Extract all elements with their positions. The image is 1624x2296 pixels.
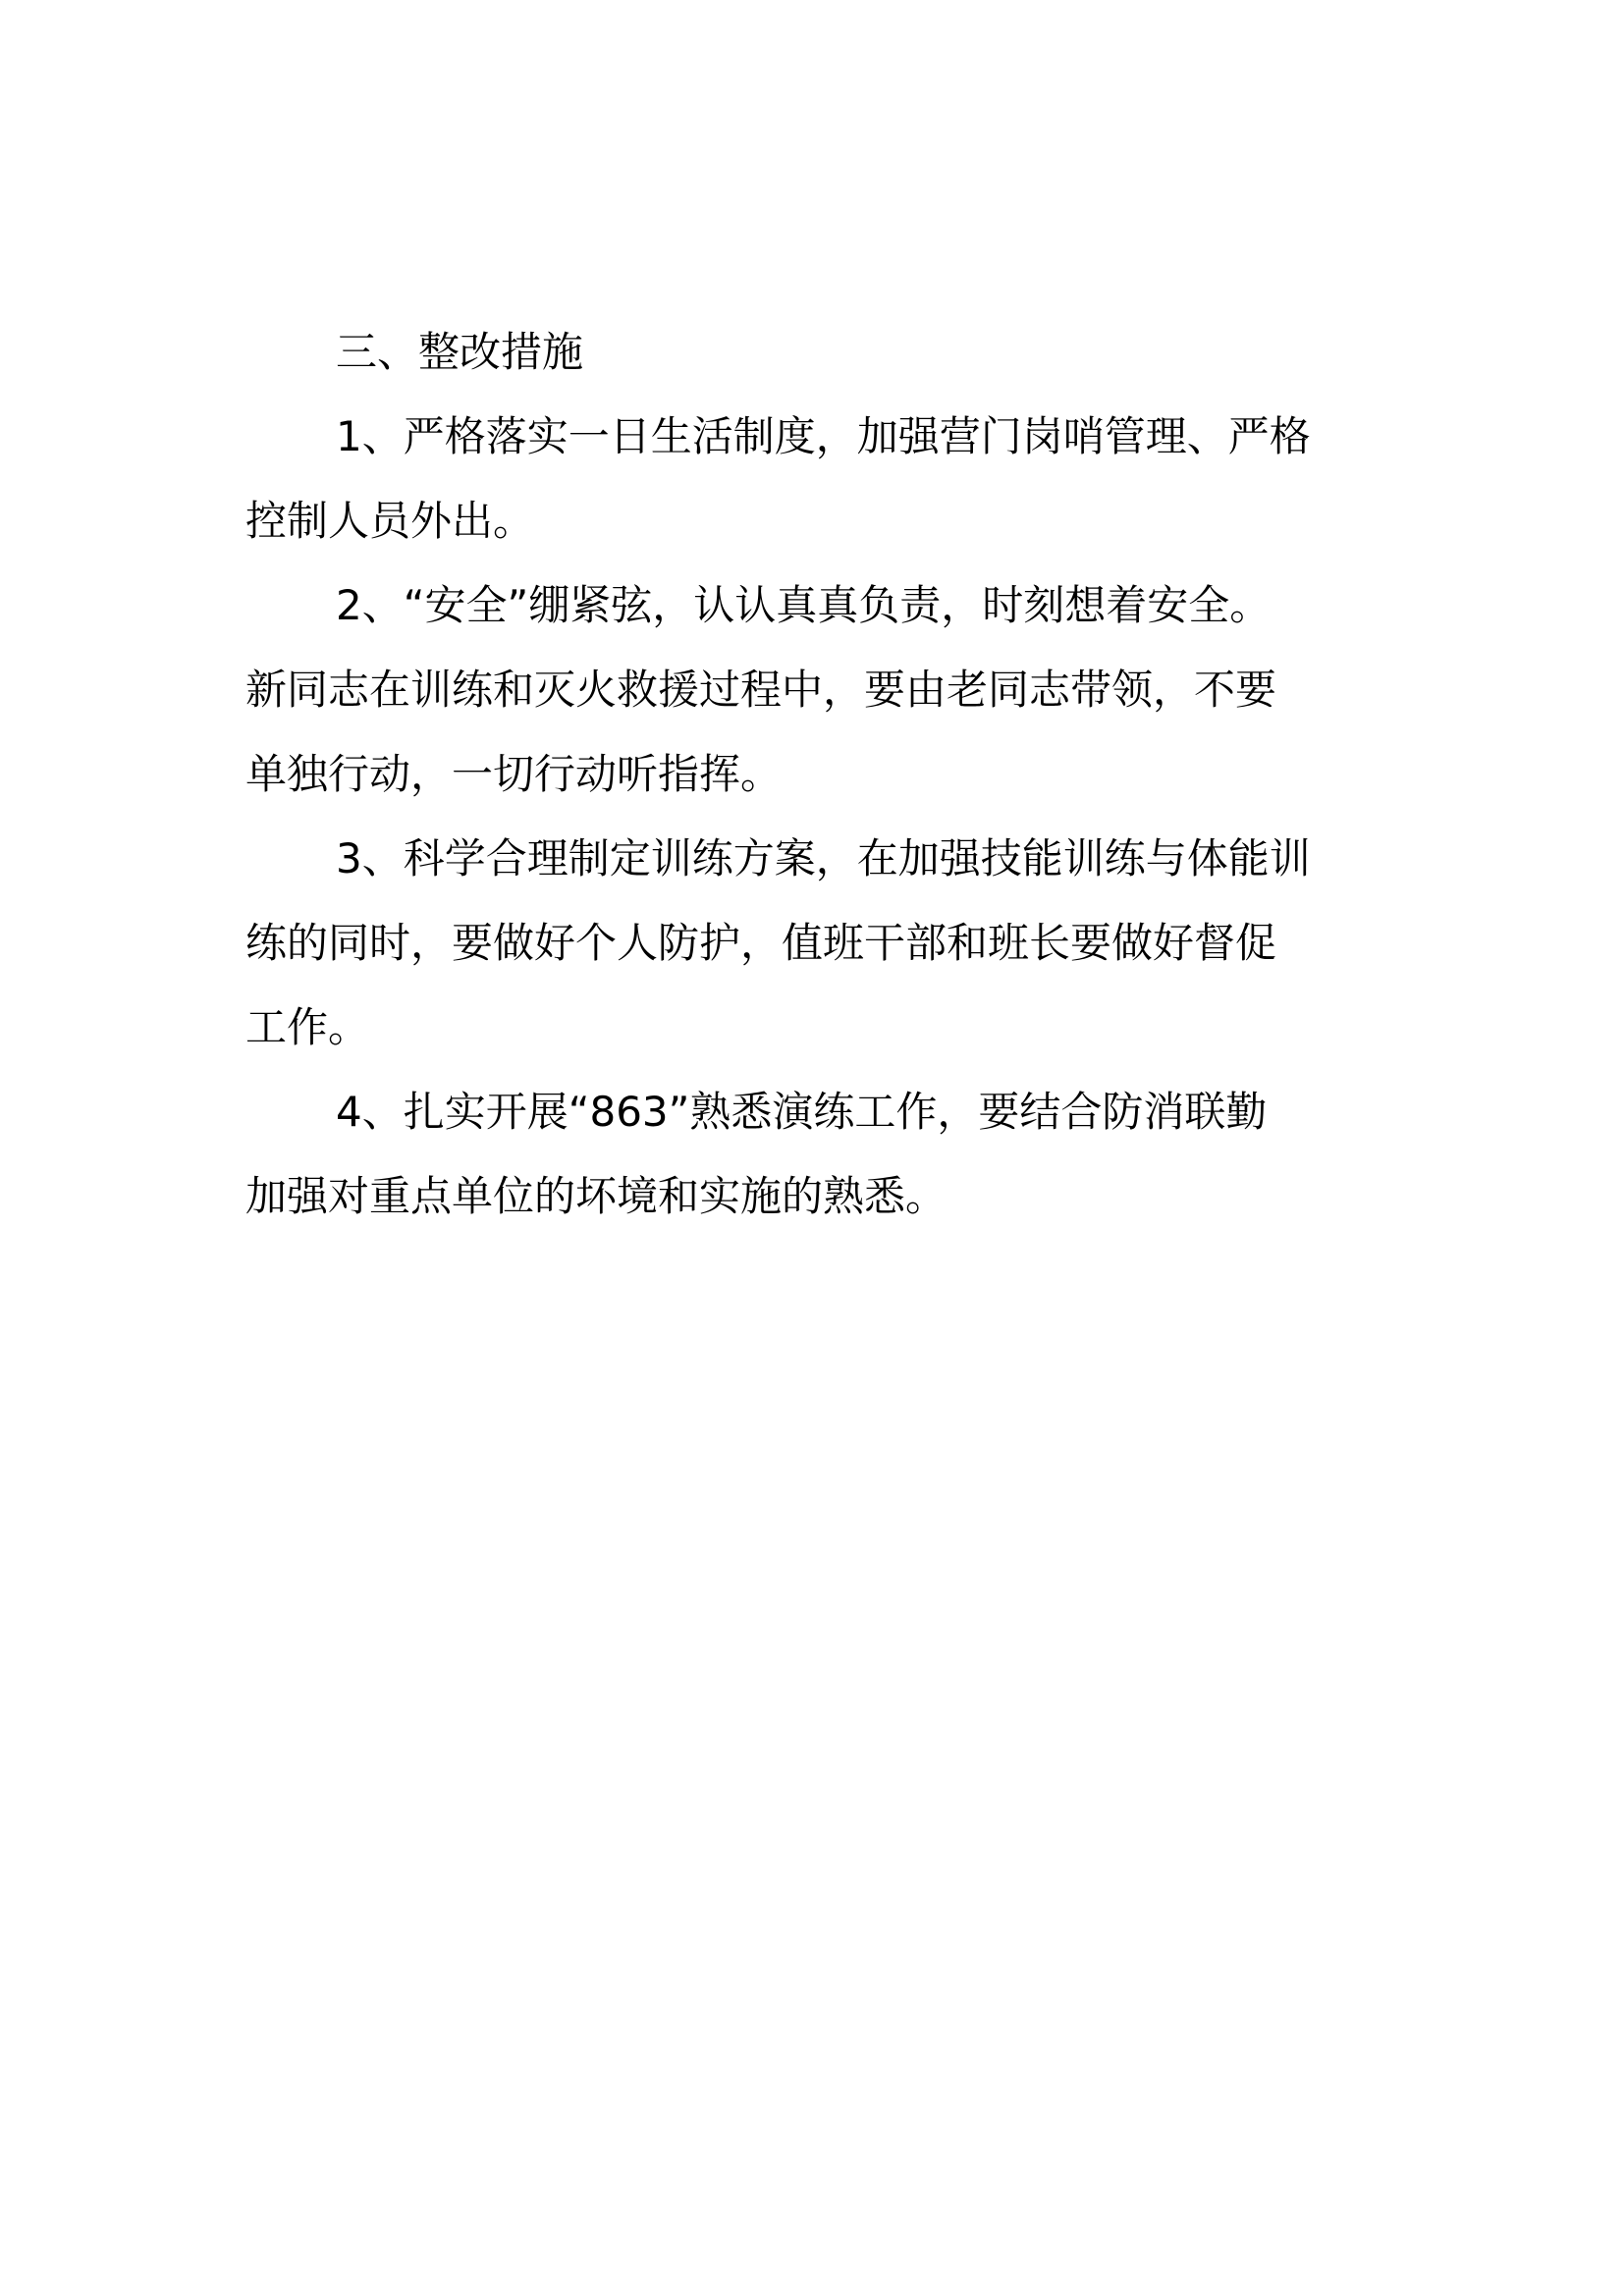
- paragraph-line: 控制人员外出。: [245, 497, 535, 545]
- document-body: [245, 310, 1390, 1239]
- paragraph-line: 工作。: [245, 1003, 370, 1051]
- paragraph-line: 4、扎实开展“863”熟悉演练工作，要结合防消联勤: [336, 1088, 1268, 1136]
- paragraph-line: 练的同时，要做好个人防护，值班干部和班长要做好督促: [245, 919, 1277, 967]
- paragraph-line: 新同志在训练和灭火救援过程中，要由老同志带领，不要: [245, 666, 1277, 714]
- measure-paragraph-1: [245, 395, 1390, 563]
- measure-paragraph-4: [245, 1070, 1390, 1239]
- measure-paragraph-3: [245, 817, 1390, 1070]
- paragraph-line: 单独行动，一切行动听指挥。: [245, 750, 783, 798]
- section-heading: 三、整改措施: [336, 328, 584, 376]
- paragraph-line: 2、“安全”绷紧弦，认认真真负责，时刻想着安全。: [336, 581, 1272, 629]
- paragraph-line: 加强对重点单位的坏境和实施的熟悉。: [245, 1172, 947, 1220]
- paragraph-line: 1、严格落实一日生活制度，加强营门岗哨管理、严格: [336, 412, 1311, 460]
- measure-paragraph-2: [245, 563, 1390, 817]
- paragraph-line: 3、科学合理制定训练方案，在加强技能训练与体能训: [336, 834, 1311, 882]
